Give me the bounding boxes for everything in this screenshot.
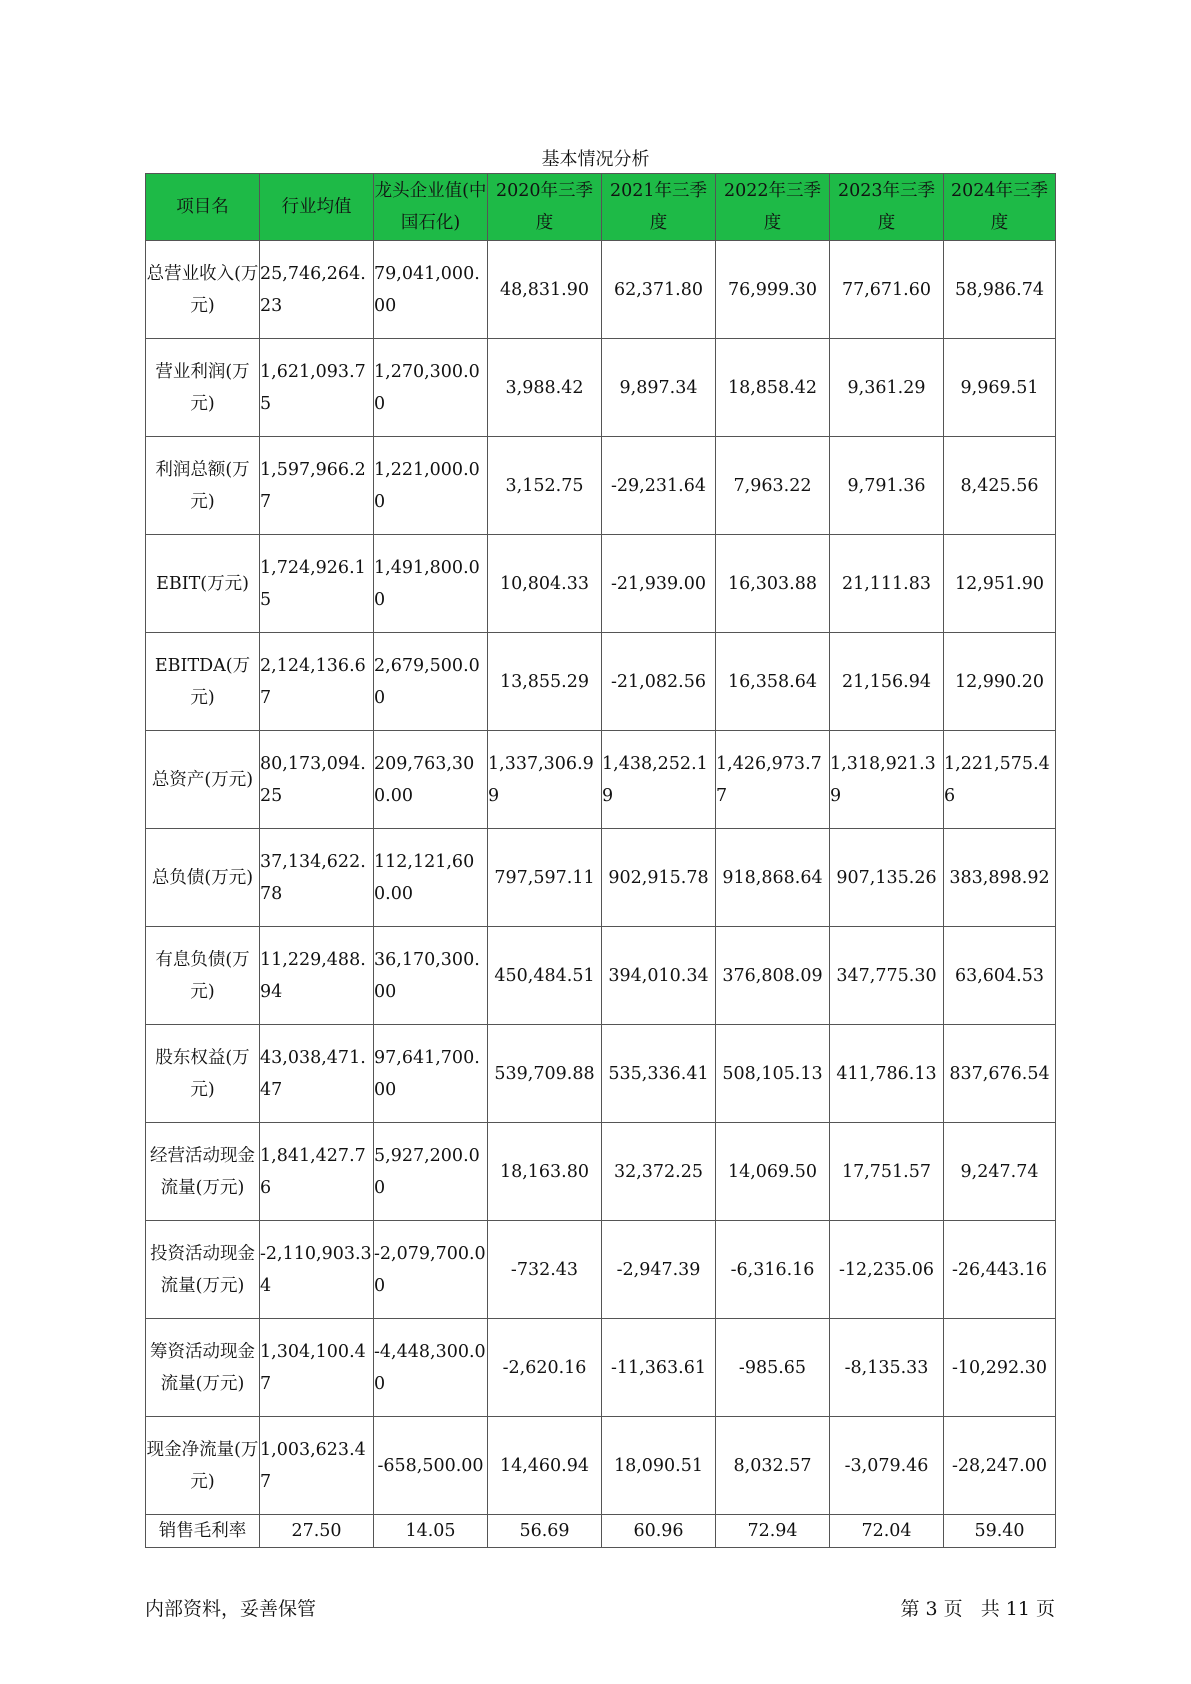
cell-v2020: 3,152.75: [488, 437, 602, 535]
cell-v2020: 10,804.33: [488, 535, 602, 633]
table-row: [146, 1515, 1056, 1548]
cell-v2020: 1,337,306.99: [488, 731, 602, 829]
footer-page-number: 第 3 页 共 11 页: [900, 1598, 1055, 1620]
column-header: 2024年三季度: [944, 174, 1056, 241]
cell-v2020: 797,597.11: [488, 829, 602, 927]
cell-v2021: -21,082.56: [602, 633, 716, 731]
cell-v2023: 907,135.26: [830, 829, 944, 927]
column-header: 行业均值: [260, 174, 374, 241]
cell-v2020: 539,709.88: [488, 1025, 602, 1123]
cell-v2024: -26,443.16: [944, 1221, 1056, 1319]
table-row: [146, 437, 1056, 535]
cell-v2021: 9,897.34: [602, 339, 716, 437]
row-label: 经营活动现金流量(万元): [146, 1123, 260, 1221]
cell-v2020: 3,988.42: [488, 339, 602, 437]
cell-v2022: 14,069.50: [716, 1123, 830, 1221]
cell-v2020: 48,831.90: [488, 241, 602, 339]
cell-avg: 1,621,093.75: [260, 339, 374, 437]
column-header: 2022年三季度: [716, 174, 830, 241]
cell-v2022: -6,316.16: [716, 1221, 830, 1319]
cell-v2024: 12,951.90: [944, 535, 1056, 633]
cell-v2022: 72.94: [716, 1515, 830, 1548]
row-label: 总营业收入(万元): [146, 241, 260, 339]
cell-v2024: 9,969.51: [944, 339, 1056, 437]
row-label: 利润总额(万元): [146, 437, 260, 535]
table-row: [146, 535, 1056, 633]
cell-v2021: -2,947.39: [602, 1221, 716, 1319]
cell-avg: 1,841,427.76: [260, 1123, 374, 1221]
cell-v2022: 918,868.64: [716, 829, 830, 927]
cell-v2022: 7,963.22: [716, 437, 830, 535]
cell-avg: 25,746,264.23: [260, 241, 374, 339]
table-row: [146, 731, 1056, 829]
cell-v2020: 13,855.29: [488, 633, 602, 731]
row-label: 营业利润(万元): [146, 339, 260, 437]
row-label: EBIT(万元): [146, 535, 260, 633]
cell-v2023: 21,156.94: [830, 633, 944, 731]
cell-v2023: 1,318,921.39: [830, 731, 944, 829]
footer-confidential: 内部资料，妥善保管: [145, 1598, 317, 1620]
row-label: 有息负债(万元): [146, 927, 260, 1025]
cell-leader: 79,041,000.00: [374, 241, 488, 339]
cell-v2024: 9,247.74: [944, 1123, 1056, 1221]
cell-v2022: 76,999.30: [716, 241, 830, 339]
cell-avg: 1,724,926.15: [260, 535, 374, 633]
cell-v2021: 32,372.25: [602, 1123, 716, 1221]
cell-leader: 1,491,800.00: [374, 535, 488, 633]
cell-avg: 1,003,623.47: [260, 1417, 374, 1515]
cell-v2020: -732.43: [488, 1221, 602, 1319]
page-title: 基本情况分析: [541, 149, 650, 170]
cell-v2024: 12,990.20: [944, 633, 1056, 731]
cell-leader: 14.05: [374, 1515, 488, 1548]
cell-leader: 2,679,500.00: [374, 633, 488, 731]
column-header: 龙头企业值(中国石化): [374, 174, 488, 241]
cell-v2021: 18,090.51: [602, 1417, 716, 1515]
cell-v2023: 347,775.30: [830, 927, 944, 1025]
cell-v2024: 58,986.74: [944, 241, 1056, 339]
cell-v2024: 837,676.54: [944, 1025, 1056, 1123]
row-label: 总负债(万元): [146, 829, 260, 927]
cell-v2021: -29,231.64: [602, 437, 716, 535]
cell-leader: 5,927,200.00: [374, 1123, 488, 1221]
row-label: 总资产(万元): [146, 731, 260, 829]
cell-v2022: 18,858.42: [716, 339, 830, 437]
cell-v2023: -8,135.33: [830, 1319, 944, 1417]
header-row: [146, 174, 1056, 241]
cell-v2024: 59.40: [944, 1515, 1056, 1548]
cell-v2023: 72.04: [830, 1515, 944, 1548]
cell-v2021: 902,915.78: [602, 829, 716, 927]
analysis-table: [145, 173, 1056, 1548]
cell-leader: -4,448,300.00: [374, 1319, 488, 1417]
cell-v2023: -12,235.06: [830, 1221, 944, 1319]
cell-v2023: 17,751.57: [830, 1123, 944, 1221]
cell-v2024: -28,247.00: [944, 1417, 1056, 1515]
cell-v2022: 8,032.57: [716, 1417, 830, 1515]
row-label: 投资活动现金流量(万元): [146, 1221, 260, 1319]
cell-leader: 1,221,000.00: [374, 437, 488, 535]
cell-v2024: 8,425.56: [944, 437, 1056, 535]
cell-avg: 1,597,966.27: [260, 437, 374, 535]
cell-avg: 11,229,488.94: [260, 927, 374, 1025]
cell-leader: 209,763,300.00: [374, 731, 488, 829]
column-header: 2021年三季度: [602, 174, 716, 241]
column-header: 项目名: [146, 174, 260, 241]
cell-v2020: 14,460.94: [488, 1417, 602, 1515]
cell-leader: -2,079,700.00: [374, 1221, 488, 1319]
cell-v2020: -2,620.16: [488, 1319, 602, 1417]
cell-v2022: -985.65: [716, 1319, 830, 1417]
table-row: [146, 1417, 1056, 1515]
cell-v2022: 1,426,973.77: [716, 731, 830, 829]
cell-avg: 43,038,471.47: [260, 1025, 374, 1123]
table-row: [146, 1123, 1056, 1221]
cell-v2022: 16,358.64: [716, 633, 830, 731]
cell-v2022: 16,303.88: [716, 535, 830, 633]
row-label: EBITDA(万元): [146, 633, 260, 731]
cell-v2022: 508,105.13: [716, 1025, 830, 1123]
cell-v2021: -11,363.61: [602, 1319, 716, 1417]
column-header: 2020年三季度: [488, 174, 602, 241]
cell-v2023: 9,791.36: [830, 437, 944, 535]
cell-leader: -658,500.00: [374, 1417, 488, 1515]
table-row: [146, 829, 1056, 927]
cell-v2024: 1,221,575.46: [944, 731, 1056, 829]
cell-v2024: 383,898.92: [944, 829, 1056, 927]
cell-avg: 1,304,100.47: [260, 1319, 374, 1417]
cell-v2020: 18,163.80: [488, 1123, 602, 1221]
cell-v2024: -10,292.30: [944, 1319, 1056, 1417]
cell-leader: 1,270,300.00: [374, 339, 488, 437]
cell-avg: 2,124,136.67: [260, 633, 374, 731]
cell-v2020: 450,484.51: [488, 927, 602, 1025]
row-label: 股东权益(万元): [146, 1025, 260, 1123]
cell-v2021: -21,939.00: [602, 535, 716, 633]
cell-v2021: 1,438,252.19: [602, 731, 716, 829]
cell-v2021: 60.96: [602, 1515, 716, 1548]
table-row: [146, 241, 1056, 339]
table-row: [146, 927, 1056, 1025]
table-row: [146, 339, 1056, 437]
cell-avg: 80,173,094.25: [260, 731, 374, 829]
cell-v2021: 535,336.41: [602, 1025, 716, 1123]
cell-leader: 112,121,600.00: [374, 829, 488, 927]
cell-avg: 27.50: [260, 1515, 374, 1548]
cell-leader: 97,641,700.00: [374, 1025, 488, 1123]
cell-v2020: 56.69: [488, 1515, 602, 1548]
column-header: 2023年三季度: [830, 174, 944, 241]
table-row: [146, 1025, 1056, 1123]
table-row: [146, 1319, 1056, 1417]
table-row: [146, 1221, 1056, 1319]
cell-v2023: -3,079.46: [830, 1417, 944, 1515]
cell-v2024: 63,604.53: [944, 927, 1056, 1025]
cell-v2021: 394,010.34: [602, 927, 716, 1025]
cell-v2022: 376,808.09: [716, 927, 830, 1025]
cell-v2021: 62,371.80: [602, 241, 716, 339]
cell-avg: 37,134,622.78: [260, 829, 374, 927]
cell-leader: 36,170,300.00: [374, 927, 488, 1025]
cell-v2023: 77,671.60: [830, 241, 944, 339]
cell-v2023: 9,361.29: [830, 339, 944, 437]
table-row: [146, 633, 1056, 731]
row-label: 筹资活动现金流量(万元): [146, 1319, 260, 1417]
cell-avg: -2,110,903.34: [260, 1221, 374, 1319]
row-label: 销售毛利率: [146, 1515, 260, 1548]
cell-v2023: 411,786.13: [830, 1025, 944, 1123]
row-label: 现金净流量(万元): [146, 1417, 260, 1515]
cell-v2023: 21,111.83: [830, 535, 944, 633]
